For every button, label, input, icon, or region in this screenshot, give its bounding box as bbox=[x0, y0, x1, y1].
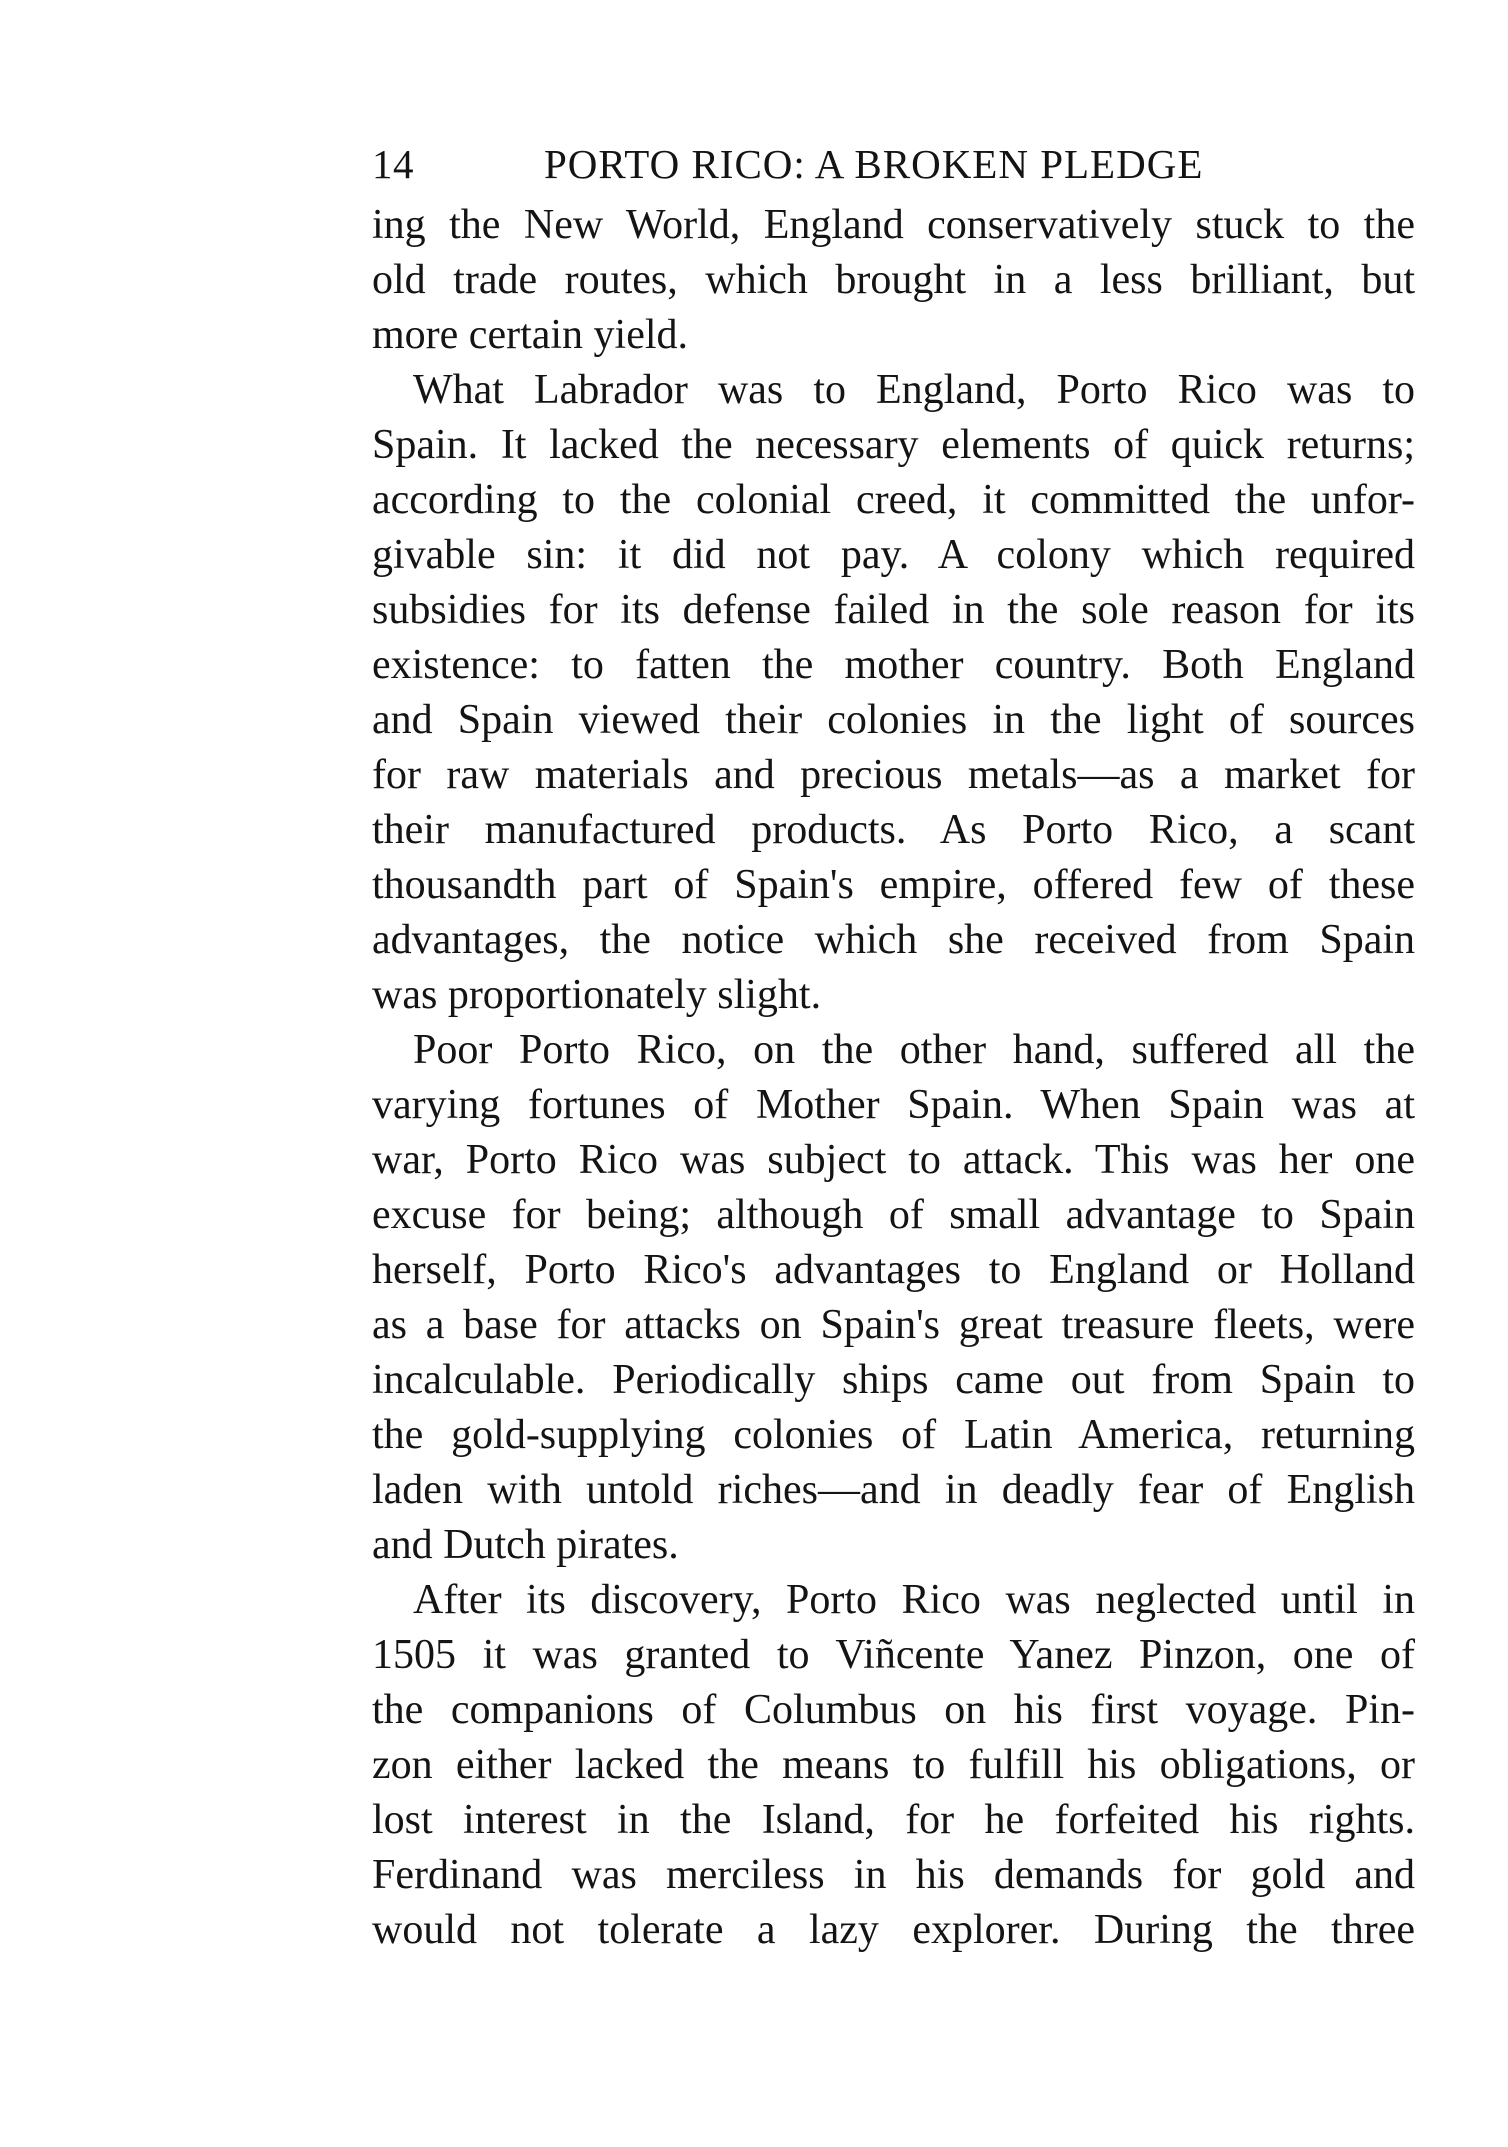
running-title: PORTO RICO: A BROKEN PLEDGE bbox=[544, 141, 1204, 187]
text-line: After its discovery, Porto Rico was neglected until in bbox=[413, 1577, 1415, 1623]
text-line: zon either lacked the means to fulfill his obligations, or bbox=[372, 1742, 1415, 1788]
text-line: excuse for being; although of small advantage to Spain bbox=[372, 1192, 1415, 1238]
text-line: their manufactured products. As Porto Rico, a scant bbox=[372, 807, 1415, 853]
paragraph-4 bbox=[372, 1573, 1415, 1958]
text-line: the companions of Columbus on his first voyage. Pin- bbox=[372, 1687, 1415, 1733]
text-line: advantages, the notice which she received from Spain bbox=[372, 917, 1415, 963]
text-line: herself, Porto Rico's advantages to England or Holland bbox=[372, 1247, 1415, 1293]
text-line: thousandth part of Spain's empire, offered few of these bbox=[372, 862, 1415, 908]
text-line: for raw materials and precious metals—as a market for bbox=[372, 752, 1415, 798]
text-line: lost interest in the Island, for he forfeited his rights. bbox=[372, 1797, 1415, 1843]
text-line: was proportionately slight. bbox=[372, 972, 822, 1018]
text-line: old trade routes, which brought in a less brilliant, but bbox=[372, 257, 1415, 303]
paragraph-1 bbox=[372, 198, 1415, 363]
text-line: Poor Porto Rico, on the other hand, suffered all the bbox=[413, 1027, 1415, 1073]
text-line: Ferdinand was merciless in his demands for gold and bbox=[372, 1852, 1415, 1898]
text-line: existence: to fatten the mother country. Both England bbox=[372, 642, 1415, 688]
text-line: laden with untold riches—and in deadly fear of English bbox=[372, 1467, 1415, 1513]
text-line: would not tolerate a lazy explorer. During the three bbox=[372, 1907, 1415, 1953]
text-line: incalculable. Periodically ships came out from Spain to bbox=[372, 1357, 1415, 1403]
text-line: as a base for attacks on Spain's great treasure fleets, were bbox=[372, 1302, 1415, 1348]
text-line: varying fortunes of Mother Spain. When Spain was at bbox=[372, 1082, 1415, 1128]
text-line: war, Porto Rico was subject to attack. This was her one bbox=[372, 1137, 1415, 1183]
text-line: subsidies for its defense failed in the sole reason for its bbox=[372, 587, 1415, 633]
text-line: more certain yield. bbox=[372, 312, 689, 358]
text-line: 1505 it was granted to Viñcente Yanez Pinzon, one of bbox=[372, 1632, 1415, 1678]
text-line: givable sin: it did not pay. A colony which required bbox=[372, 532, 1415, 578]
text-line: and Spain viewed their colonies in the light of sources bbox=[372, 697, 1415, 743]
text-line: What Labrador was to England, Porto Rico was to bbox=[413, 367, 1415, 413]
text-line: Spain. It lacked the necessary elements of quick returns; bbox=[372, 422, 1415, 468]
body-text bbox=[372, 198, 1415, 1958]
running-head bbox=[372, 136, 1415, 192]
text-line: according to the colonial creed, it committed the unfor- bbox=[372, 477, 1415, 523]
text-line: ing the New World, England conservatively stuck to the bbox=[372, 202, 1415, 248]
text-line: and Dutch pirates. bbox=[372, 1522, 679, 1568]
paragraph-2 bbox=[372, 363, 1415, 1023]
page-number: 14 bbox=[372, 141, 414, 187]
paragraph-3 bbox=[372, 1023, 1415, 1573]
text-line: the gold-supplying colonies of Latin America, returning bbox=[372, 1412, 1415, 1458]
